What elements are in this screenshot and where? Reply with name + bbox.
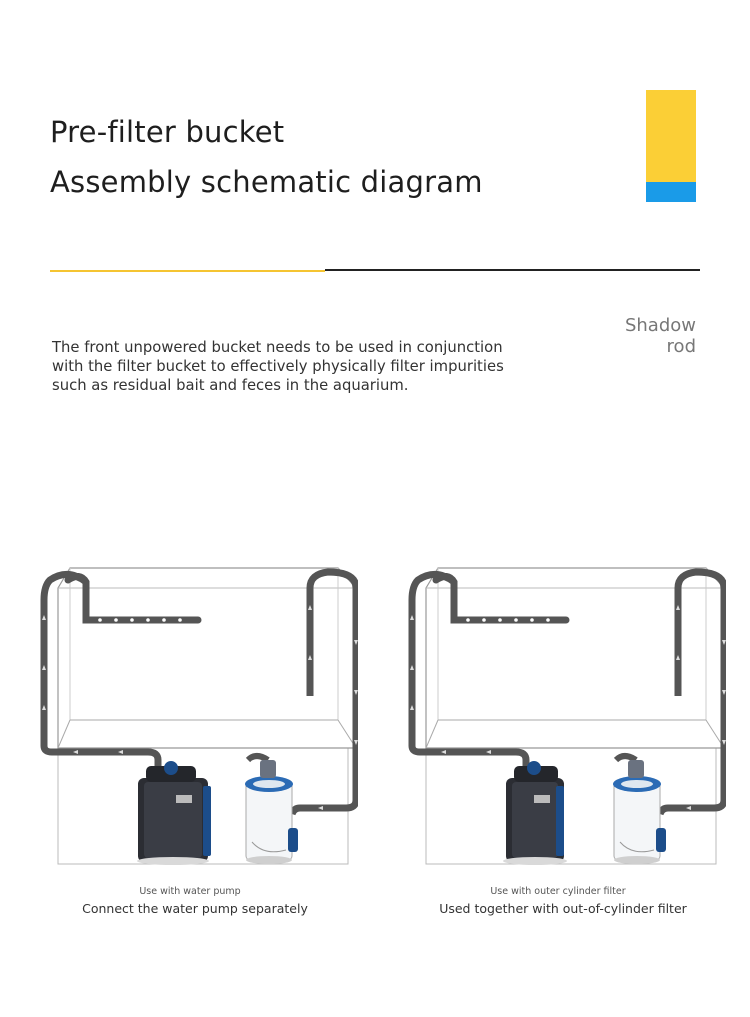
shadow-rod-line2: rod bbox=[666, 336, 696, 357]
divider-yellow bbox=[50, 270, 325, 272]
description-line1: The front unpowered bucket needs to be used in conjunction bbox=[52, 339, 503, 356]
description-line2: with the filter bucket to effectively physically filter impurities bbox=[52, 358, 504, 375]
description-text bbox=[52, 338, 552, 395]
shadow-rod-line1: Shadow bbox=[624, 315, 696, 336]
diagram-outer-filter bbox=[406, 560, 726, 880]
accent-block-yellow bbox=[646, 90, 696, 182]
diagram1-caption: Connect the water pump separately bbox=[82, 901, 308, 916]
diagram-water-pump bbox=[38, 560, 358, 880]
page-title: Pre-filter bucket bbox=[50, 115, 285, 149]
description-line3: such as residual bait and feces in the aquarium. bbox=[52, 377, 409, 394]
accent-block-blue bbox=[646, 182, 696, 202]
diagram2-caption-small: Use with outer cylinder filter bbox=[490, 886, 626, 897]
diagram1-caption-small: Use with water pump bbox=[139, 886, 241, 897]
diagram2-caption: Used together with out-of-cylinder filter bbox=[439, 901, 687, 916]
shadow-rod-label bbox=[576, 315, 696, 357]
page-subtitle: Assembly schematic diagram bbox=[50, 165, 483, 199]
divider-black bbox=[325, 269, 700, 271]
